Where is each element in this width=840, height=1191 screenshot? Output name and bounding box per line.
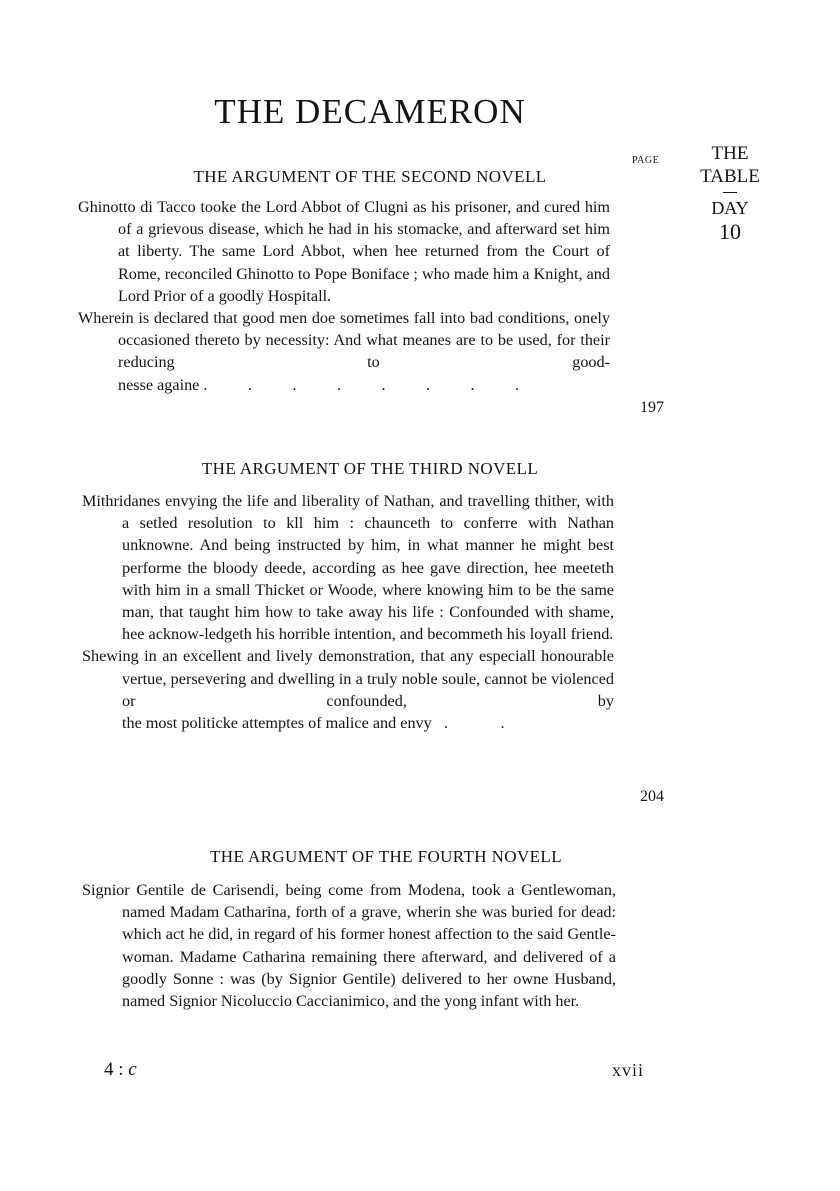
section-heading: THE ARGUMENT OF THE THIRD NOVELL bbox=[201, 459, 539, 478]
section-second-novell bbox=[0, 166, 840, 416]
folio-number: xvii bbox=[612, 1060, 645, 1080]
page-title: THE DECAMERON bbox=[214, 92, 526, 131]
page-column-label: PAGE bbox=[632, 155, 660, 166]
argument-moral: Wherein is declared that good men doe sometimes fall into bad conditions, onely occasioned thereto by necessity: And what meanes are to be used, for their reducing to good- bbox=[78, 309, 610, 372]
signature-letter: c bbox=[128, 1059, 137, 1080]
moral-last-text: nesse againe bbox=[118, 375, 200, 394]
moral-last-text: the most politicke attemptes of malice and envy bbox=[122, 714, 432, 733]
section-heading: THE ARGUMENT OF THE FOURTH NOVELL bbox=[209, 847, 563, 866]
side-table-line1: THE bbox=[711, 143, 749, 164]
section-fourth-novell bbox=[0, 846, 840, 1012]
side-day-number: 10 bbox=[719, 219, 741, 244]
argument-moral-last-line bbox=[118, 374, 612, 396]
dot-leader: . . . . . . . . bbox=[199, 375, 520, 394]
page-number-ref: 204 bbox=[640, 788, 664, 805]
argument-moral: Shewing in an excellent and lively demonstration, that any especiall honourable vertue, persevering and dwelling in a truly noble soule, cannot be violenced or confounded, by bbox=[82, 647, 614, 710]
side-table-line2: TABLE bbox=[700, 166, 760, 187]
side-day-label: DAY bbox=[711, 198, 749, 218]
signature-number: 4 bbox=[104, 1059, 114, 1080]
signature-separator: : bbox=[113, 1059, 129, 1080]
page-number-ref: 197 bbox=[640, 399, 664, 416]
argument-summary: Mithridanes envying the life and liberality of Nathan, and travelling thither, with a setled resolution to kll him : chaunceth to conferre with Nathan unknowne. And being instructed by him, in what manner he might best performe the bloody deede, according as hee gave direction, hee meeteth with him in a small Thicket or Woode, where knowing him to be the same man, that taught him how to take away his life : Confounded with shame, hee acknow-ledgeth his horrible intention, and becommeth his loyall friend. bbox=[82, 492, 614, 644]
argument-summary: Signior Gentile de Carisendi, being come from Modena, took a Gentlewoman, named Madam Catharina, forth of a grave, wherin she was buried for dead: which act he did, in regard of his former honest affection to the said Gentle-woman. Madame Catharina remaining there afterward, and delivered of a goodly Sonne : was (by Signior Gentile) delivered to her owne Husband, named Signior Nicoluccio Caccianimico, and the yong infant with her. bbox=[82, 881, 616, 1011]
argument-moral-last-line bbox=[122, 712, 614, 734]
dot-leader: . . bbox=[431, 714, 505, 733]
section-heading: THE ARGUMENT OF THE SECOND NOVELL bbox=[193, 167, 547, 186]
signature-mark bbox=[104, 1059, 137, 1081]
section-third-novell bbox=[0, 458, 840, 805]
argument-summary: Ghinotto di Tacco tooke the Lord Abbot of Clugni as his prisoner, and cured him of a grievous disease, which he had in his stomacke, and afterward set him at liberty. The same Lord Abbot, when hee returned from the Court of Rome, reconciled Ghinotto to Pope Boniface ; who made him a Knight, and Lord Prior of a goodly Hospitall. bbox=[78, 198, 610, 305]
